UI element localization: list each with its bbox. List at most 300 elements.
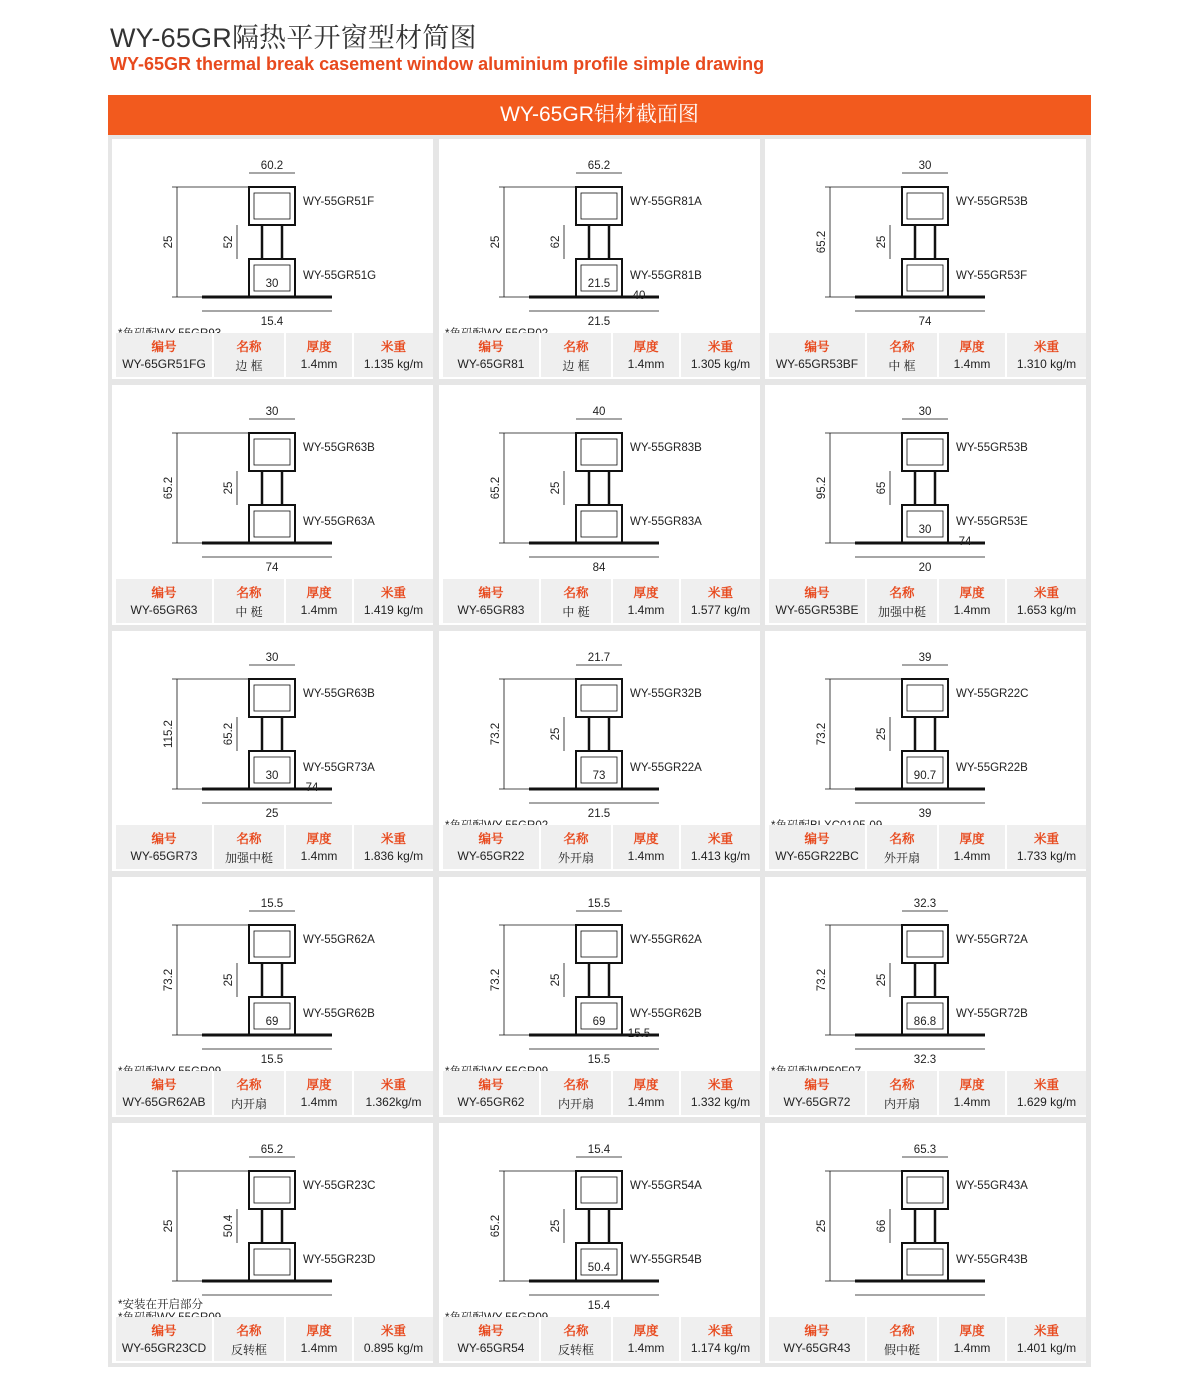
spec-header-thickness: 厚度 [633, 1078, 659, 1092]
spec-separator [937, 333, 939, 377]
dimension-label: 39 [918, 808, 932, 820]
spec-header-name: 名称 [236, 1324, 262, 1338]
dimension-label: 25 [490, 235, 502, 249]
spec-separator [611, 825, 613, 869]
spec-separator [937, 825, 939, 869]
spec-col-name [541, 579, 611, 623]
profile-card [112, 1123, 433, 1363]
dimension-label: 65.2 [490, 476, 502, 500]
profile-card [439, 139, 760, 379]
spec-separator [611, 1317, 613, 1361]
spec-value-weight: 1.174 kg/m [690, 1341, 751, 1355]
spec-table [116, 1317, 433, 1361]
spec-separator [212, 1071, 214, 1115]
spec-col-weight [681, 333, 760, 377]
dimension-label: 65.2 [816, 230, 828, 254]
spec-col-code [443, 333, 539, 377]
profile-lower-cavity [907, 265, 943, 291]
profile-lower-cavity [254, 1249, 290, 1275]
spec-separator [539, 1071, 541, 1115]
dimension-label: 30 [918, 160, 932, 172]
dimension-label: 30 [918, 406, 932, 418]
spec-col-weight [1007, 579, 1086, 623]
dimension-label: 25 [876, 973, 888, 987]
spec-value-thickness: 1.4mm [953, 357, 991, 371]
spec-separator [1005, 579, 1007, 623]
spec-col-code [769, 333, 865, 377]
dimension-label: 15.5 [627, 1028, 651, 1040]
dimension-label: 74 [265, 562, 279, 574]
spec-col-weight [354, 825, 433, 869]
spec-value-thickness: 1.4mm [627, 849, 665, 863]
part-label: WY-55GR51G [303, 270, 377, 282]
profile-card [765, 631, 1086, 871]
part-label: WY-55GR81A [630, 196, 702, 208]
profile-drawing-area [439, 877, 760, 1073]
part-label: WY-55GR72A [956, 934, 1028, 946]
dimension-label: 115.2 [163, 720, 175, 748]
spec-col-name [214, 333, 284, 377]
profile-card [112, 631, 433, 871]
dimension-label: 15.4 [587, 1144, 611, 1156]
dimension-label: 73 [592, 770, 606, 782]
dimension-label: 65.2 [163, 476, 175, 500]
dimension-label: 25 [876, 235, 888, 249]
part-label: WY-55GR32B [630, 688, 702, 700]
section-banner: WY-65GR铝材截面图 [108, 95, 1091, 135]
spec-col-thickness [939, 579, 1005, 623]
spec-col-code [769, 1071, 865, 1115]
spec-col-code [769, 1317, 865, 1361]
dimension-label: 74 [958, 536, 972, 548]
spec-value-code: WY-65GR54 [457, 1341, 525, 1355]
spec-col-code [116, 1317, 212, 1361]
spec-col-name [541, 1071, 611, 1115]
spec-header-code: 编号 [478, 832, 504, 846]
dimension-label: 74 [918, 316, 932, 328]
spec-separator [284, 1071, 286, 1115]
spec-col-name [867, 1071, 937, 1115]
spec-separator [865, 579, 867, 623]
dimension-label: 25 [550, 973, 562, 987]
profile-note: *安装在开启部分 [118, 1299, 203, 1311]
spec-value-name: 加强中梃 [224, 851, 273, 865]
spec-value-code: WY-65GR22BC [775, 849, 859, 863]
spec-header-weight: 米重 [707, 586, 733, 600]
spec-separator [539, 333, 541, 377]
spec-header-name: 名称 [563, 340, 589, 354]
spec-header-name: 名称 [236, 832, 262, 846]
spec-col-code [443, 1317, 539, 1361]
spec-col-code [443, 825, 539, 869]
profile-card [439, 385, 760, 625]
profile-svg [765, 631, 1086, 827]
profile-card [439, 1123, 760, 1363]
spec-value-weight: 1.332 kg/m [690, 1095, 751, 1109]
spec-header-weight: 米重 [380, 340, 406, 354]
profile-card [112, 877, 433, 1117]
spec-value-code: WY-65GR62 [457, 1095, 525, 1109]
dimension-label: 15.5 [587, 1054, 611, 1066]
part-label: WY-55GR62B [303, 1008, 375, 1020]
spec-header-weight: 米重 [380, 1078, 406, 1092]
part-label: WY-55GR63B [303, 442, 375, 454]
spec-col-name [214, 825, 284, 869]
spec-col-name [214, 1317, 284, 1361]
dimension-label: 21.5 [587, 808, 611, 820]
spec-col-weight [354, 1071, 433, 1115]
spec-value-thickness: 1.4mm [300, 849, 338, 863]
spec-value-name: 外开扇 [883, 851, 920, 865]
dimension-label: 60.2 [260, 160, 284, 172]
spec-header-name: 名称 [889, 340, 915, 354]
spec-value-name: 中 梃 [235, 605, 263, 619]
dimension-label: 25 [550, 727, 562, 741]
spec-col-thickness [286, 1071, 352, 1115]
spec-value-thickness: 1.4mm [627, 1341, 665, 1355]
profile-drawing [172, 173, 332, 311]
part-label: WY-55GR54B [630, 1254, 702, 1266]
spec-col-weight [681, 1317, 760, 1361]
spec-value-weight: 1.733 kg/m [1016, 849, 1077, 863]
spec-header-thickness: 厚度 [633, 1324, 659, 1338]
spec-value-thickness: 1.4mm [627, 1095, 665, 1109]
spec-table [769, 579, 1086, 623]
spec-separator [284, 1317, 286, 1361]
spec-col-thickness [613, 825, 679, 869]
spec-header-thickness: 厚度 [633, 832, 659, 846]
dimension-label: 25 [223, 973, 235, 987]
part-label: WY-55GR62A [630, 934, 702, 946]
spec-col-thickness [613, 579, 679, 623]
spec-header-name: 名称 [563, 832, 589, 846]
spec-table [769, 1071, 1086, 1115]
profile-card [439, 631, 760, 871]
profile-drawing [172, 1157, 332, 1295]
spec-header-name: 名称 [236, 586, 262, 600]
dimension-label: 39 [918, 652, 932, 664]
spec-table [443, 825, 760, 869]
spec-header-name: 名称 [889, 1078, 915, 1092]
profile-svg [439, 1123, 760, 1319]
part-label: WY-55GR81B [630, 270, 702, 282]
spec-header-name: 名称 [236, 1078, 262, 1092]
spec-header-weight: 米重 [1033, 340, 1059, 354]
spec-header-weight: 米重 [380, 1324, 406, 1338]
spec-header-name: 名称 [563, 1078, 589, 1092]
profile-svg [112, 1123, 433, 1319]
profile-drawing-area [765, 1123, 1086, 1319]
spec-header-code: 编号 [478, 1078, 504, 1092]
profile-card [112, 139, 433, 379]
spec-col-thickness [286, 579, 352, 623]
dimension-label: 66 [876, 1219, 888, 1233]
profile-card [765, 139, 1086, 379]
spec-value-weight: 1.413 kg/m [690, 849, 751, 863]
spec-value-code: WY-65GR62AB [122, 1095, 206, 1109]
spec-col-code [116, 1071, 212, 1115]
spec-value-weight: 1.305 kg/m [690, 357, 751, 371]
spec-col-code [116, 333, 212, 377]
part-label: WY-55GR62B [630, 1008, 702, 1020]
spec-separator [539, 579, 541, 623]
profile-svg [765, 385, 1086, 581]
spec-value-name: 外开扇 [557, 851, 594, 865]
spec-value-thickness: 1.4mm [953, 1341, 991, 1355]
dimension-label: 40 [632, 290, 646, 302]
dimension-label: 30 [265, 278, 279, 290]
part-label: WY-55GR53B [956, 442, 1028, 454]
spec-col-name [214, 1071, 284, 1115]
part-label: WY-55GR22B [956, 762, 1028, 774]
spec-header-weight: 米重 [380, 586, 406, 600]
spec-separator [865, 1317, 867, 1361]
part-label: WY-55GR22A [630, 762, 702, 774]
dimension-label: 65.2 [260, 1144, 284, 1156]
spec-col-name [541, 333, 611, 377]
spec-value-code: WY-65GR43 [783, 1341, 851, 1355]
spec-header-code: 编号 [804, 832, 830, 846]
spec-table [769, 825, 1086, 869]
spec-value-name: 内开扇 [883, 1097, 920, 1111]
spec-col-thickness [286, 825, 352, 869]
profile-svg [765, 877, 1086, 1073]
dimension-label: 40 [592, 406, 606, 418]
spec-header-code: 编号 [478, 340, 504, 354]
part-label: WY-55GR23C [303, 1180, 376, 1192]
spec-col-weight [354, 579, 433, 623]
profile-svg [112, 631, 433, 827]
part-label: WY-55GR51F [303, 196, 375, 208]
profile-card [439, 877, 760, 1117]
dimension-label: 73.2 [490, 968, 502, 992]
spec-table [443, 1071, 760, 1115]
profile-upper-cavity [581, 439, 617, 465]
spec-separator [212, 825, 214, 869]
spec-col-thickness [939, 333, 1005, 377]
spec-header-name: 名称 [563, 586, 589, 600]
profile-card [765, 1123, 1086, 1363]
spec-col-weight [1007, 825, 1086, 869]
dimension-label: 30 [265, 652, 279, 664]
spec-table [116, 579, 433, 623]
spec-value-name: 加强中梃 [877, 605, 926, 619]
spec-value-name: 边 框 [562, 359, 590, 373]
spec-header-thickness: 厚度 [959, 340, 985, 354]
spec-separator [1005, 333, 1007, 377]
profile-svg [112, 139, 433, 335]
spec-separator [679, 333, 681, 377]
dimension-label: 86.8 [913, 1016, 937, 1028]
dimension-label: 15.5 [260, 898, 284, 910]
spec-table [443, 1317, 760, 1361]
spec-col-thickness [939, 825, 1005, 869]
dimension-label: 73.2 [816, 722, 828, 746]
spec-value-code: WY-65GR63 [130, 603, 198, 617]
profile-upper-cavity [907, 931, 943, 957]
spec-col-name [867, 1317, 937, 1361]
spec-header-code: 编号 [151, 1324, 177, 1338]
profile-drawing-area [439, 1123, 760, 1319]
spec-value-name: 内开扇 [230, 1097, 267, 1111]
part-label: WY-55GR83A [630, 516, 702, 528]
part-label: WY-55GR63A [303, 516, 375, 528]
spec-value-name: 中 框 [888, 359, 916, 373]
profile-card [765, 877, 1086, 1117]
profile-upper-cavity [907, 439, 943, 465]
profile-upper-cavity [581, 1177, 617, 1203]
spec-table [443, 579, 760, 623]
spec-header-code: 编号 [478, 1324, 504, 1338]
spec-col-weight [354, 333, 433, 377]
dimension-label: 21.7 [587, 652, 611, 664]
dimension-label: 65 [876, 481, 888, 495]
spec-header-thickness: 厚度 [959, 1078, 985, 1092]
dimension-label: 15.4 [587, 1300, 611, 1312]
profile-upper-cavity [907, 193, 943, 219]
dimension-label: 62 [550, 235, 562, 249]
dimension-label: 69 [592, 1016, 606, 1028]
spec-value-weight: 1.577 kg/m [690, 603, 751, 617]
spec-separator [352, 579, 354, 623]
dimension-label: 25 [163, 235, 175, 249]
spec-col-code [443, 1071, 539, 1115]
spec-value-thickness: 1.4mm [627, 603, 665, 617]
dimension-label: 50.4 [223, 1214, 235, 1238]
spec-header-thickness: 厚度 [959, 586, 985, 600]
spec-separator [212, 579, 214, 623]
spec-header-name: 名称 [889, 586, 915, 600]
profile-upper-cavity [581, 931, 617, 957]
spec-value-code: WY-65GR81 [457, 357, 525, 371]
spec-separator [539, 1317, 541, 1361]
dimension-label: 95.2 [816, 476, 828, 500]
part-label: WY-55GR22C [956, 688, 1029, 700]
part-label: WY-55GR63B [303, 688, 375, 700]
profile-drawing [499, 665, 659, 803]
spec-separator [284, 333, 286, 377]
spec-separator [611, 579, 613, 623]
spec-header-name: 名称 [889, 832, 915, 846]
dimension-label: 32.3 [913, 898, 937, 910]
dimension-label: 65.3 [913, 1144, 937, 1156]
profile-upper-cavity [907, 685, 943, 711]
part-label: WY-55GR43A [956, 1180, 1028, 1192]
dimension-label: 25 [550, 481, 562, 495]
spec-col-weight [1007, 1317, 1086, 1361]
page-subtitle: WY-65GR thermal break casement window aluminium profile simple drawing [110, 54, 765, 74]
profile-svg [439, 631, 760, 827]
spec-separator [679, 825, 681, 869]
profile-lower-cavity [254, 511, 290, 537]
spec-col-code [769, 579, 865, 623]
profile-grid [108, 135, 1091, 1367]
spec-header-thickness: 厚度 [959, 832, 985, 846]
spec-header-weight: 米重 [1033, 586, 1059, 600]
profile-card [112, 385, 433, 625]
profile-drawing-area [112, 139, 433, 335]
spec-value-name: 假中梃 [883, 1343, 920, 1357]
profile-upper-cavity [254, 1177, 290, 1203]
profile-svg [439, 877, 760, 1073]
spec-col-name [867, 333, 937, 377]
spec-separator [1005, 1317, 1007, 1361]
profile-drawing-area [112, 877, 433, 1073]
dimension-label: 74 [305, 782, 319, 794]
part-label: WY-55GR53F [956, 270, 1028, 282]
spec-header-thickness: 厚度 [306, 832, 332, 846]
spec-col-thickness [286, 333, 352, 377]
spec-header-name: 名称 [236, 340, 262, 354]
spec-separator [865, 1071, 867, 1115]
spec-value-code: WY-65GR53BF [775, 357, 859, 371]
profile-svg [439, 385, 760, 581]
spec-header-code: 编号 [151, 586, 177, 600]
spec-value-weight: 1.401 kg/m [1016, 1341, 1077, 1355]
part-label: WY-55GR23D [303, 1254, 376, 1266]
spec-table [769, 1317, 1086, 1361]
profile-card [765, 385, 1086, 625]
spec-separator [352, 825, 354, 869]
spec-value-name: 边 框 [235, 359, 263, 373]
dimension-label: 20 [918, 562, 932, 574]
spec-value-weight: 1.362kg/m [365, 1095, 422, 1109]
spec-separator [1005, 1071, 1007, 1115]
profile-upper-cavity [254, 193, 290, 219]
spec-separator [679, 579, 681, 623]
spec-col-thickness [613, 333, 679, 377]
spec-table [769, 333, 1086, 377]
spec-header-name: 名称 [563, 1324, 589, 1338]
dimension-label: 30 [265, 406, 279, 418]
spec-col-thickness [286, 1317, 352, 1361]
spec-header-name: 名称 [889, 1324, 915, 1338]
spec-header-thickness: 厚度 [959, 1324, 985, 1338]
spec-table [116, 1071, 433, 1115]
part-label: WY-55GR43B [956, 1254, 1028, 1266]
spec-value-thickness: 1.4mm [953, 849, 991, 863]
part-label: WY-55GR83B [630, 442, 702, 454]
spec-separator [611, 1071, 613, 1115]
dimension-label: 25 [816, 1219, 828, 1233]
spec-header-code: 编号 [804, 586, 830, 600]
spec-separator [284, 579, 286, 623]
spec-col-weight [681, 1071, 760, 1115]
profile-drawing-area [112, 631, 433, 827]
profile-drawing [825, 911, 985, 1049]
spec-header-code: 编号 [151, 832, 177, 846]
spec-col-weight [1007, 1071, 1086, 1115]
spec-value-thickness: 1.4mm [627, 357, 665, 371]
profile-upper-cavity [907, 1177, 943, 1203]
spec-header-weight: 米重 [707, 1324, 733, 1338]
profile-drawing-area [439, 631, 760, 827]
spec-header-thickness: 厚度 [633, 340, 659, 354]
dimension-label: 73.2 [490, 722, 502, 746]
dimension-label: 30 [265, 770, 279, 782]
profile-upper-cavity [254, 931, 290, 957]
spec-value-weight: 1.653 kg/m [1016, 603, 1077, 617]
profile-drawing [499, 1157, 659, 1295]
spec-value-code: WY-65GR23CD [121, 1341, 207, 1355]
spec-header-code: 编号 [804, 1324, 830, 1338]
spec-col-weight [681, 825, 760, 869]
part-label: WY-55GR73A [303, 762, 375, 774]
spec-value-name: 反转框 [557, 1343, 594, 1357]
spec-header-thickness: 厚度 [306, 586, 332, 600]
spec-separator [611, 333, 613, 377]
dimension-label: 15.5 [260, 1054, 284, 1066]
